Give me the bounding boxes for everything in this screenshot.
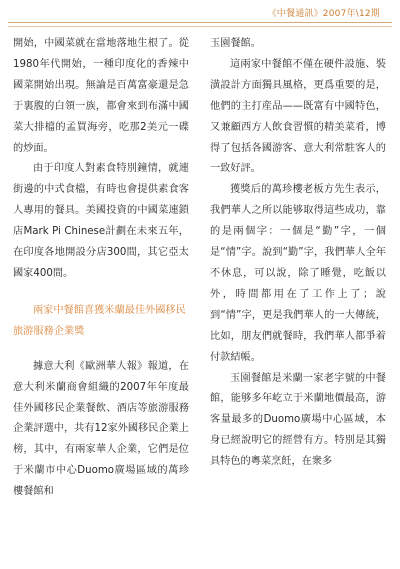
- header-rule: [8, 22, 392, 27]
- paragraph-3: 獲獎后的萬珍樓老板方先生表示，我們華人之所以能够取得這些成功，靠的是兩個字：一個是“勤”字，一個是“情”字。說到“勤”字，我們華人全年不休息，可以說，除了睡覺，吃飯以外，時間都用在了工作上了；說到“情”字，更是我們華人的一大傳統，比如，朋友們就餐時，我們華人都爭着付款結帳。: [210, 184, 386, 363]
- paragraph-1: 玉園餐館。: [210, 38, 261, 49]
- paragraph-2: 由于印度人對素食特別鐘情，就連街邊的中式食檔，有時也會提供素食客人專用的餐具。美國投資的中國菜連鎖店Mark Pi Chinese計劃在未來五年，在印度各地開設分店300間，其它亞太國家400間。: [13, 163, 189, 279]
- publication-title: 《中餐通訊》2007年\12期: [267, 9, 380, 19]
- left-column: [13, 34, 189, 503]
- page-header: [0, 0, 400, 30]
- article-heading: 兩家中餐館喜獲米蘭最佳外國移民旅游服務企業獎: [13, 304, 186, 337]
- paragraph-2: 這兩家中餐館不僅在硬件設施、裝潢設計方面獨具風格，更爲重要的是，他們的主打産品——既富有中國特色，又兼顧西方人飲食習慣的精美菜肴，博得了包括各國游客、意大利常駐客人的一致好評。: [210, 58, 386, 175]
- paragraph-4: 玉園餐館是米蘭一家老字號的中餐館，能够多年屹立于米蘭地價最高，游客量最多的Duomo廣場中心區域，本身已經說明它的經營有方。特別是其獨具特色的粵菜烹飪，在衆多: [210, 372, 386, 468]
- paragraph-3: 據意大利《歐洲華人報》報道，在意大利米蘭商會組織的2007年年度最佳外國移民企業餐飲、酒店等旅游服務企業評選中，共有12家外國移民企業上榜，其中，有兩家華人企業，它們是位于米蘭市中心Duomo廣場區域的萬珍樓餐館和: [13, 360, 189, 498]
- right-column: [210, 34, 386, 473]
- paragraph-1: 開始，中國菜就在當地落地生根了。從1980年代開始，一種印度化的香辣中國菜開始出現。無論是百萬富豪還是急于裏腹的白領一族，都會來到布滿中國菜大排檔的孟買海旁，吃那2美元一碟的炒面。: [13, 38, 189, 154]
